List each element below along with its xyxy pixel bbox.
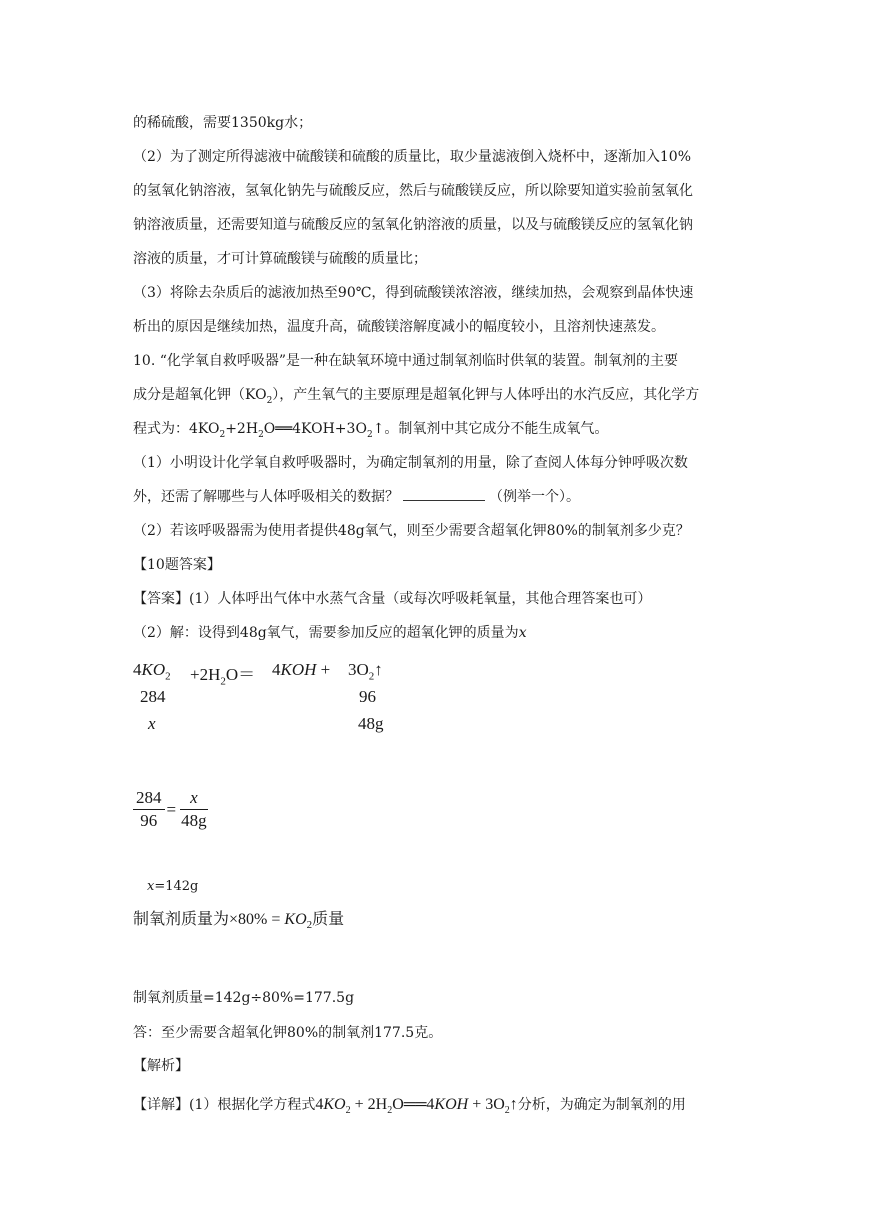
mass-relation: 制氧剂质量为$\times 80\% = KO_2$质量 [133, 911, 345, 932]
question-10-heading: 10. “化学氧自救呼吸器”是一种在缺氧环境中通过制氧剂临时供氧的装置。制氧剂的主要 [133, 353, 679, 369]
mass-calculation: 制氧剂质量=142g÷80%=177.5g [133, 990, 355, 1006]
text-line: 钠溶液质量，还需要知道与硫酸反应的氢氧化钠溶液的质量，以及与硫酸镁反应的氢氧化钠 [133, 217, 693, 233]
detail-line: 【详解】(1）根据化学方程式$4KO_2$ + $2H_2O══4KOH$ + $3O_2↑$分析，为确定为制氧剂的用 [133, 1096, 686, 1117]
fraction-left: $\frac{284}{96}$ [133, 787, 165, 832]
text-line: （2）若该呼吸器需为使用者提供48g氧气，则至少需要含超氧化钾80%的制氧剂多少克？ [133, 523, 690, 539]
inline-equation: $4KO_2$ + $2H_2O══4KOH$ + $3O_2↑$ [315, 1096, 518, 1117]
result-x: x=142g [147, 879, 199, 894]
oxygen-mass: 48g [358, 714, 384, 733]
fraction-right: $\frac{x}{48g}$ [181, 788, 207, 830]
answer-blank [403, 488, 485, 501]
text-line: 析出的原因是继续加热，温度升高，硫酸镁溶解度减小的幅度较小，且溶剂快速蒸发。 [133, 319, 665, 335]
text-line: 溶液的质量，才可计算硫酸镁与硫酸的质量比； [133, 251, 427, 267]
text-line: 【答案】(1）人体呼出气体中水蒸气含量（或每次呼吸耗氧量，其他合理答案也可） [133, 591, 652, 607]
unknown-x: x [148, 714, 156, 733]
molar-mass-ko2: 284 [140, 687, 166, 706]
proportion-equation: $\frac{284}{96}$ = $\frac{x}{48g}$ [133, 787, 210, 832]
text-line: （1）小明设计化学氧自救呼吸器时，为确定制氧剂的用量，除了查阅人体每分钟呼吸次数 [133, 455, 688, 471]
text-line: 外，还需了解哪些与人体呼吸相关的数据？ （例举一个）。 [133, 489, 580, 505]
text-line: 成分是超氧化钾$(KO_2)$，产生氧气的主要原理是超氧化钾与人体呼出的水汽反应，其化学方 [133, 387, 700, 406]
equation-term-h2o: $+2H_2O=$ [190, 665, 256, 688]
equation-term-ko2: $4KO_2$ [133, 660, 171, 683]
answer-heading: 【10题答案】 [133, 557, 221, 573]
text-line: 的氢氧化钠溶液，氢氧化钠先与硫酸反应，然后与硫酸镁反应，所以除要知道实验前氢氧化 [133, 183, 693, 199]
text-line: （2）解：设得到48g氧气，需要参加反应的超氧化钾的质量为x [133, 625, 527, 641]
equation-term-o2: $3O_2↑$ [348, 660, 383, 683]
molar-mass-o2: 96 [359, 687, 376, 706]
final-answer: 答：至少需要含超氧化钾80%的制氧剂177.5克。 [133, 1025, 443, 1041]
equation-term-koh: 4KOH + [272, 660, 331, 679]
text-line: （2）为了测定所得滤液中硫酸镁和硫酸的质量比，取少量滤液倒入烧杯中，逐渐加入10% [133, 149, 692, 165]
text-line: 的稀硫酸，需要1350kg水； [133, 115, 313, 131]
analysis-heading: 【解析】 [133, 1058, 189, 1074]
text-line: 程式为：$4KO_2+2H_2O══4KOH+3O_2↑$。制氧剂中其它成分不能生成氧气。 [133, 421, 609, 440]
text-line: （3）将除去杂质后的滤液加热至90℃，得到硫酸镁浓溶液，继续加热，会观察到晶体快速 [133, 285, 694, 301]
